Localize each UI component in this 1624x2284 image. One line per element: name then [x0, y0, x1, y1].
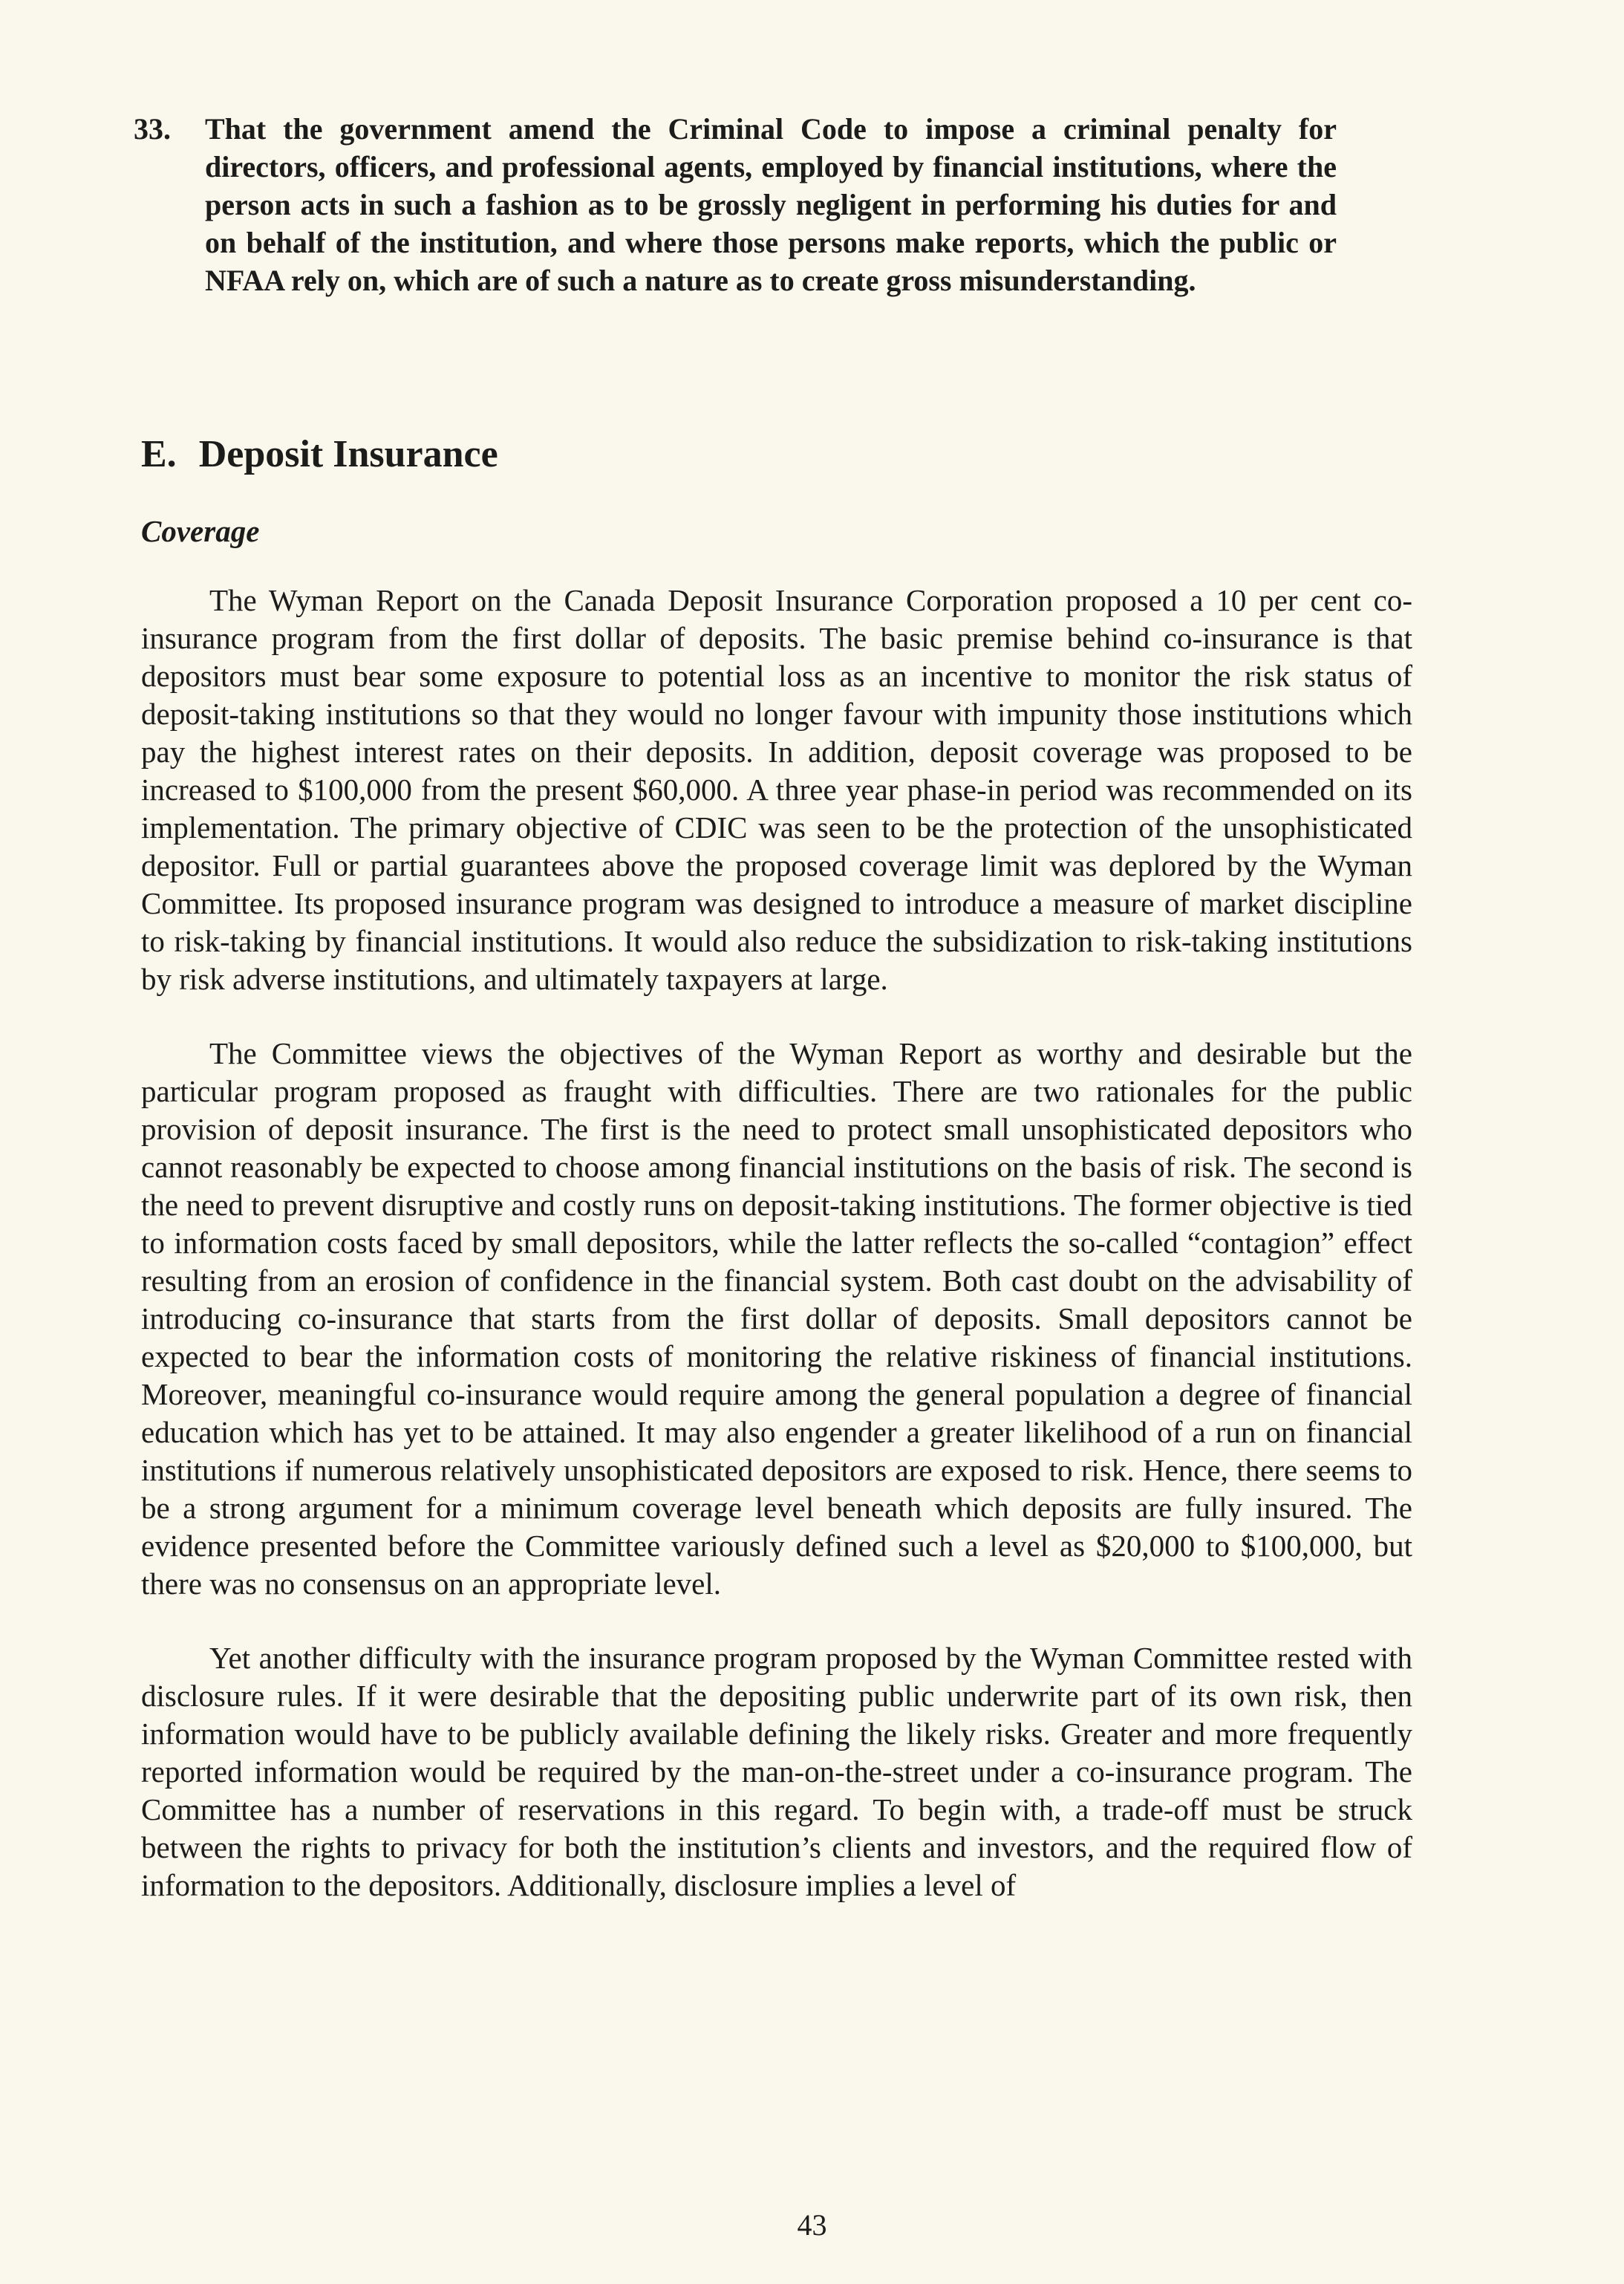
- recommendation-number: 33.: [134, 112, 171, 146]
- paragraph-wyman-report: The Wyman Report on the Canada Deposit Insurance Corporation proposed a 10 per cent co-insurance program from the first dollar of deposits. The basic premise behind co-insurance is that depositors must bear some exposure to potential loss as an incentive to monitor the risk status of deposit-taking institutions so that they would no longer favour with impunity those institutions which pay the highest interest rates on their deposits. In addition, deposit coverage was proposed to be increased to $100,000 from the present $60,000. A three year phase-in period was recommended on its implementation. The primary objective of CDIC was seen to be the protection of the unsophisticated depositor. Full or partial guarantees above the proposed coverage limit was deplored by the Wyman Committee. Its proposed insurance program was designed to introduce a measure of market discipline to risk-taking by financial institutions. It would also reduce the subsidization to risk-taking institutions by risk adverse institutions, and ultimately taxpayers at large.: [141, 583, 1412, 996]
- recommendation-33: [134, 110, 1337, 299]
- body-text: [141, 582, 1412, 1941]
- page-number: 43: [797, 2208, 827, 2242]
- subsection-heading: Coverage: [141, 514, 260, 548]
- section-letter: E.: [141, 433, 177, 475]
- section-heading: [141, 432, 498, 477]
- paragraph-committee-views: The Committee views the objectives of the Wyman Report as worthy and desirable but the particular program proposed as fraught with difficulties. There are two rationales for the public provision of deposit insurance. The first is the need to protect small unsophisticated depositors who cannot reasonably be expected to choose among financial institutions on the basis of risk. The second is the need to prevent disruptive and costly runs on deposit-taking institutions. The former objective is tied to information costs faced by small depositors, while the latter reflects the so-called “contagion” effect resulting from an erosion of confidence in the financial system. Both cast doubt on the advisability of introducing co-insurance that starts from the first dollar of deposits. Small depositors cannot be expected to bear the information costs of monitoring the relative riskiness of financial institutions. Moreover, meaningful co-insurance would require among the general population a degree of financial education which has yet to be attained. It may also engender a greater likelihood of a run on financial institutions if numerous relatively unsophisticated depositors are exposed to risk. Hence, there seems to be a strong argument for a minimum coverage level beneath which deposits are fully insured. The evidence presented before the Committee variously defined such a level as $20,000 to $100,000, but there was no consensus on an appropriate level.: [141, 1036, 1412, 1601]
- paragraph-disclosure-rules: Yet another difficulty with the insurance program proposed by the Wyman Committee rested with disclosure rules. If it were desirable that the depositing public underwrite part of its own risk, then information would have to be publicly available defining the likely risks. Greater and more frequently reported information would be required by the man-on-the-street under a co-insurance program. The Committee has a number of reservations in this regard. To begin with, a trade-off must be struck between the rights to privacy for both the institution’s clients and investors, and the required flow of information to the depositors. Additionally, disclosure implies a level of: [141, 1641, 1412, 1902]
- recommendation-text: That the government amend the Criminal Code to impose a criminal penalty for directors, officers, and professional agents, employed by financial institutions, where the person acts in such a fashion as to be grossly negligent in performing his duties for and on behalf of the institution, and where those persons make reports, which the public or NFAA rely on, which are of such a nature as to create gross misunderstanding.: [205, 112, 1337, 297]
- section-title: Deposit Insurance: [198, 433, 498, 475]
